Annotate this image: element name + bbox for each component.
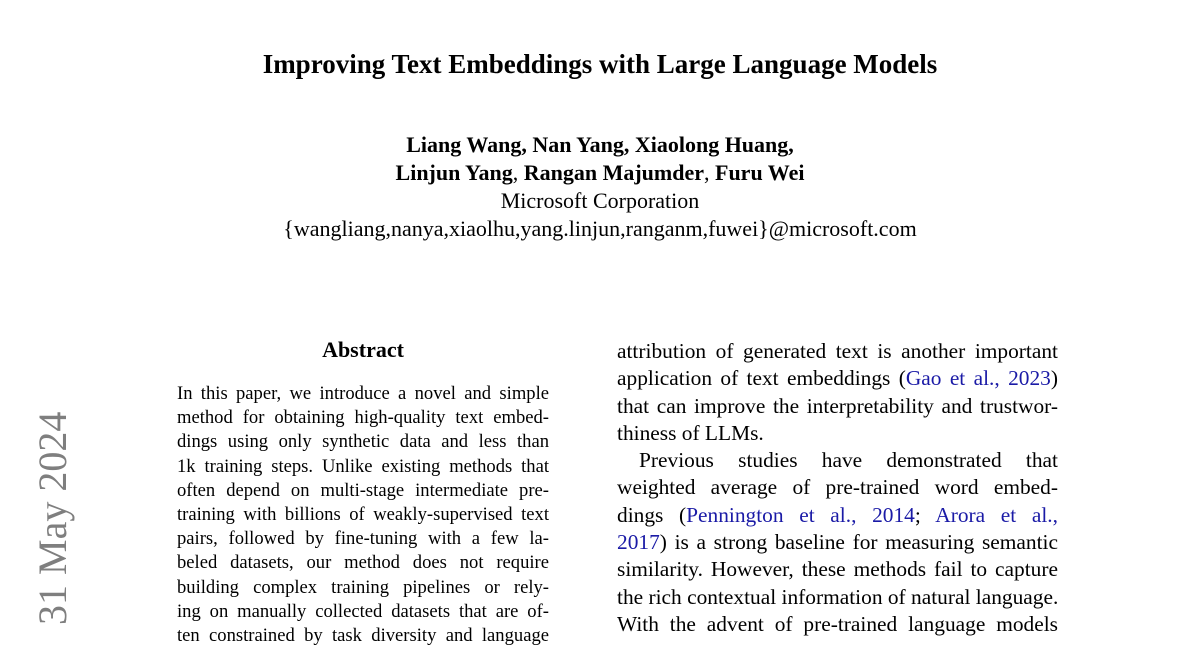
abstract-line: ing on manually collected datasets that are of- <box>177 600 549 622</box>
abstract-line: In this paper, we introduce a novel and simple <box>177 383 549 404</box>
body-text: application of text embeddings ( <box>617 366 906 391</box>
body-column-right <box>617 338 1058 638</box>
author-emails: {wangliang,nanya,xiaolhu,yang.linjun,ranganm,fuwei}@microsoft.com <box>283 216 917 241</box>
author-name: Furu Wei <box>715 160 805 185</box>
author-name: Rangan Majumder <box>523 160 704 185</box>
body-line: similarity. However, these methods fail to capture <box>617 557 1058 582</box>
body-line: the rich contextual information of natural language. <box>617 584 1059 609</box>
author-separator: , <box>512 160 524 185</box>
body-line: thiness of LLMs. <box>617 420 764 445</box>
affiliation: Microsoft Corporation <box>500 188 700 213</box>
abstract-body <box>177 382 549 648</box>
abstract-line: ten constrained by task diversity and language <box>177 625 549 647</box>
abstract-line: 1k training steps. Unlike existing methods that <box>177 455 549 477</box>
abstract-line: beled datasets, our method does not require <box>177 552 549 574</box>
abstract-line: training with billions of weakly-supervised text <box>177 504 549 526</box>
body-line: that can improve the interpretability and trustwor- <box>617 393 1058 418</box>
body-paragraph-2 <box>617 447 1058 638</box>
body-text: ) is a strong baseline for measuring semantic <box>659 530 1058 555</box>
body-line <box>617 365 1058 392</box>
body-line <box>617 529 1058 556</box>
author-separator: , <box>704 160 715 185</box>
citation-link[interactable]: Gao et al., 2023 <box>905 366 1051 391</box>
body-text: dings ( <box>617 502 687 527</box>
body-line: attribution of generated text is another important <box>617 339 1058 363</box>
abstract-line: building complex training pipelines or rely- <box>177 576 549 598</box>
body-line: With the advent of pre-trained language models <box>617 611 1058 636</box>
citation-link[interactable]: 2017 <box>617 530 660 555</box>
citation-link[interactable]: Arora et al., <box>935 502 1058 527</box>
abstract-line: pairs, followed by fine-tuning with a few la- <box>177 528 549 550</box>
arxiv-date-text: 31 May 2024 <box>30 411 75 625</box>
body-paragraph-1 <box>617 338 1058 447</box>
body-line: weighted average of pre-trained word embed- <box>617 475 1058 500</box>
body-line <box>617 502 1058 529</box>
author-line-2 <box>0 159 1200 187</box>
abstract-line: method for obtaining high-quality text embed- <box>177 407 549 429</box>
citation-link[interactable]: Pennington et al., 2014 <box>686 502 915 527</box>
author-block <box>0 131 1200 243</box>
abstract-heading: Abstract <box>322 337 404 362</box>
author-line-1: Liang Wang, Nan Yang, Xiaolong Huang, <box>406 132 794 157</box>
abstract-line: dings using only synthetic data and less than <box>177 431 549 453</box>
paper-title: Improving Text Embeddings with Large Language Models <box>262 49 938 79</box>
body-text: ) <box>1050 366 1058 391</box>
abstract-line: often depend on multi-stage intermediate pre- <box>177 479 549 501</box>
author-name: Linjun Yang <box>395 160 513 185</box>
body-text: ; <box>914 502 936 527</box>
body-line: Previous studies have demonstrated that <box>639 448 1058 473</box>
arxiv-date-stamp <box>30 405 75 625</box>
